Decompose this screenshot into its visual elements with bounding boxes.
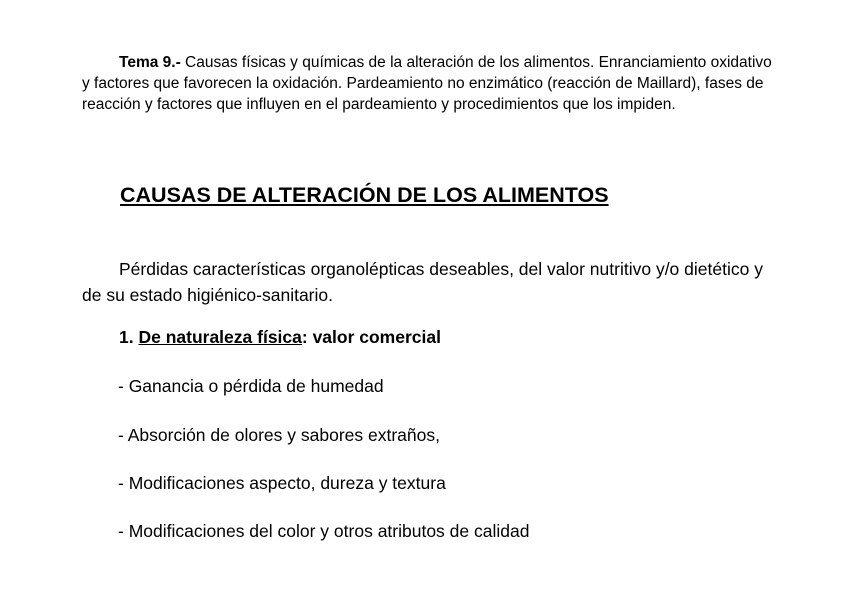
subheading-underlined: De naturaleza física	[138, 327, 302, 347]
list-item: - Ganancia o pérdida de humedad	[118, 376, 384, 396]
list-item: - Modificaciones del color y otros atributos de calidad	[118, 521, 530, 541]
topic-text: Causas físicas y químicas de la alteración de los alimentos. Enranciamiento oxidativo y factores que favorecen la oxidación. Pardeamiento no enzimático (reacción de Maillard), fases de reacción y factores que influyen en el pardeamiento y procedimientos que los impiden.	[82, 54, 772, 113]
topic-label: Tema 9.-	[119, 54, 181, 71]
topic-paragraph	[82, 52, 772, 115]
intro-paragraph: Pérdidas características organolépticas deseables, del valor nutritivo y/o dietético y de su estado higiénico-sanitario.	[82, 259, 763, 305]
subheading-rest: : valor comercial	[301, 327, 441, 347]
list-item: - Absorción de olores y sabores extraños,	[118, 425, 440, 445]
section-title: CAUSAS DE ALTERACIÓN DE LOS ALIMENTOS	[120, 183, 609, 207]
list-item: - Modificaciones aspecto, dureza y textura	[118, 473, 446, 493]
subheading	[119, 327, 441, 348]
topic-header	[82, 52, 772, 115]
subheading-number: 1.	[119, 327, 139, 347]
